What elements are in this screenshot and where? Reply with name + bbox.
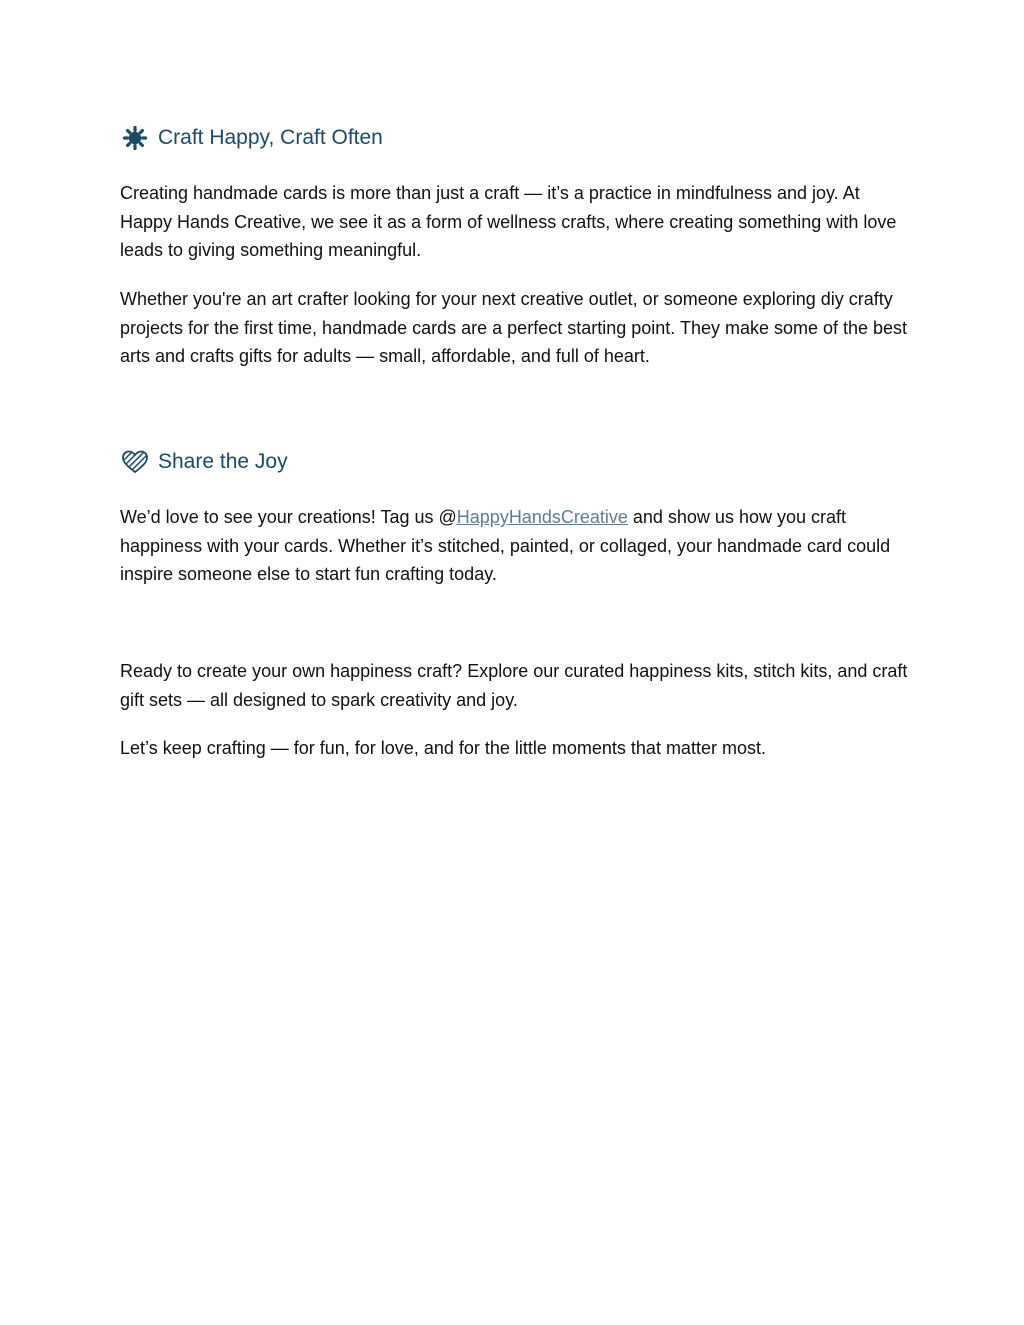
paragraph-text: and show us how you craft happiness with your cards. Whether it’s stitched, painted, or collaged, your handmade card could inspire someone else to start fun crafting today. (120, 507, 891, 584)
body-paragraph: Let’s keep crafting — for fun, for love, and for the little moments that matter most. (120, 738, 766, 758)
body-paragraph: Ready to create your own happiness craft? Explore our curated happiness kits, stitch kits, and craft gift sets — all designed to spark creativity and joy. (120, 661, 908, 710)
section-heading-share-joy (120, 448, 288, 476)
section-heading-text: Share the Joy (158, 450, 288, 473)
section-heading-craft-happy (120, 124, 383, 152)
heart-icon (120, 448, 150, 476)
sparkle-icon (120, 124, 150, 152)
happyhandscreative-link[interactable]: HappyHandsCreative (456, 507, 628, 527)
section-heading-text: Craft Happy, Craft Often (158, 126, 383, 149)
paragraph-text: We’d love to see your creations! Tag us @ (120, 507, 457, 527)
body-paragraph: Whether you're an art crafter looking for your next creative outlet, or someone exploring diy crafty projects for the first time, handmade cards are a perfect starting point. They make some of the best arts and crafts gifts for adults — small, affordable, and full of heart. (120, 289, 908, 366)
body-paragraph: Creating handmade cards is more than just a craft — it’s a practice in mindfulness and joy. At Happy Hands Creative, we see it as a form of wellness crafts, where creating something with love leads to giving something meaningful. (120, 183, 897, 260)
body-paragraph (120, 503, 910, 589)
